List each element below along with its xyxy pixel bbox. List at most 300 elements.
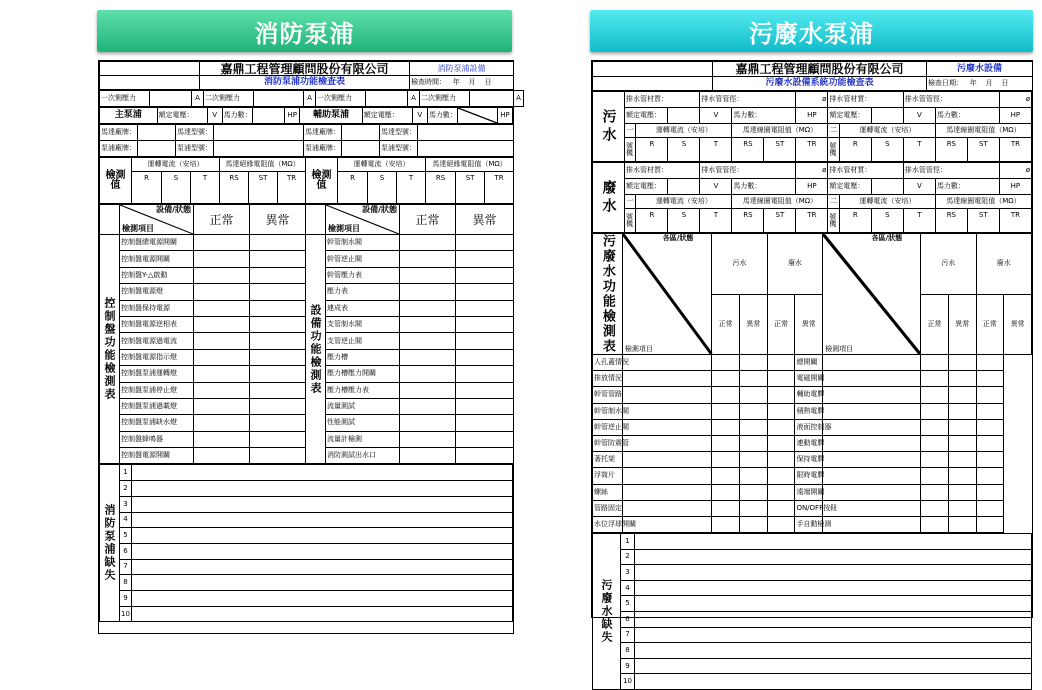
date-label: 檢查日期： [928,79,963,87]
unit-v: V [700,108,732,124]
func-check-item: 人孔蓋情況 [593,355,623,371]
check-cell [456,366,514,382]
panel-check-item: 控制盤電源過電流 [120,333,194,349]
check-cell [712,484,740,500]
defect-row-number: 6 [621,612,635,628]
check-cell [823,484,921,500]
check-cell [250,366,306,382]
sewage-header: 污水 [712,234,767,295]
unit-no-label: 號機 [625,138,636,162]
normal-header: 正常 [767,294,795,355]
check-cell [250,235,306,251]
defect-row-cell [132,528,513,544]
check-cell [400,431,456,447]
abnormal-header: 異常 [250,205,306,235]
normal-header: 正常 [921,294,949,355]
insulation-header: 馬達線圈電阻值（MΩ） [732,195,828,209]
rated-voltage-label: 額定電壓： [625,108,668,124]
drain-material-label: 排水管材質： [625,163,700,179]
check-cell [712,452,740,468]
phase-label-rs: RS [732,138,764,162]
check-cell [712,403,740,419]
insulation-header: 馬達絕緣電阻值（MΩ） [220,158,306,172]
defect-row-number: 7 [120,559,132,575]
func-check-item: 管路固定 [593,500,623,516]
unit-hp: HP [796,179,828,195]
check-cell [400,316,456,332]
check-cell [194,366,250,382]
equip-check-item: 性能測試 [326,415,400,431]
check-cell [740,435,768,451]
func-check-item: 幹管管路 [593,387,623,403]
equip-check-item: 壓力槽 [326,349,400,365]
blank [668,108,700,124]
aux-pump-label: 輔助泵浦 [300,108,363,124]
check-cell [823,387,921,403]
equip-check-item: 流量測試 [326,398,400,414]
check-cell [194,448,250,464]
waste-header: 廢水 [976,234,1031,295]
check-cell [622,500,712,516]
equip-status-header: 設備/狀態 [156,205,191,214]
phase-label-rs: RS [426,172,456,204]
fire-pump-banner-title: 消防泵浦 [254,19,355,48]
phase-label-t: T [191,172,220,204]
check-cell [948,484,976,500]
run-current-header: 運轉電流（安培） [636,195,732,209]
drain-material-label: 排水管材質： [625,92,700,108]
func-check-item: 水位浮球開關 [593,516,623,532]
unit-hp: HP [999,108,1031,124]
panel-check-item: 控制盤電源燈 [120,284,194,300]
check-cell [400,333,456,349]
check-cell [712,516,740,532]
func-check-item: 著托架 [593,452,623,468]
check-cell [767,419,795,435]
measure-label: 檢測值 [100,158,132,204]
motor-model-label: 馬達型號： [380,125,418,141]
check-cell [740,371,768,387]
defect-row-number: 2 [621,549,635,565]
phase-label-tr: TR [485,172,514,204]
equip-check-item: 幹管逆止閥 [326,251,400,267]
phase-label-tr: TR [999,138,1031,162]
phase-label-s: S [668,138,700,162]
check-cell [456,284,514,300]
run-current-header: 運轉電流（安培） [636,124,732,138]
phase-label-tr: TR [796,138,828,162]
defect-row-number: 1 [621,534,635,550]
pump-brand-label: 泵浦廠牌： [100,141,138,157]
check-cell [921,371,949,387]
drain-material-label: 排水管材質： [828,163,903,179]
unit-v: V [700,179,732,195]
check-cell [712,387,740,403]
func-check-item: 幹管制水閥 [593,403,623,419]
func-check-item: ON/OFF按鈕 [795,500,823,516]
defect-row-cell [635,549,1032,565]
check-cell [250,431,306,447]
defect-row-cell [132,496,513,512]
cell: 二次側壓力 [204,91,254,107]
check-cell [948,419,976,435]
phase-label-t: T [700,209,732,233]
panel-check-item: 控制盤電源逆相表 [120,316,194,332]
check-cell [622,403,712,419]
phase-label-rs: RS [732,209,764,233]
check-cell [740,403,768,419]
drain-material-label: 排水管材質： [828,92,903,108]
check-cell [250,448,306,464]
check-cell [456,251,514,267]
phase-label-t: T [903,209,935,233]
panel-check-item: 控制盤泵浦缺水燈 [120,415,194,431]
unit-hp: HP [497,108,512,124]
check-cell [400,366,456,382]
run-current-header: 運轉電流（安培） [132,158,220,172]
phase-label-st: ST [764,209,796,233]
equip-check-item: 消防測試出水口 [326,448,400,464]
phase-label-s: S [871,209,903,233]
motor-brand-label: 馬達廠牌： [304,125,342,141]
abnormal-header: 異常 [740,294,768,355]
defect-row-number: 3 [120,496,132,512]
defect-row-number: 3 [621,565,635,581]
defect-row-cell [132,481,513,497]
equip-check-item: 壓力槽壓力開關 [326,366,400,382]
zone-status-diag [622,234,712,355]
check-cell [712,435,740,451]
defect-row-cell [635,643,1032,659]
drain-diameter-label: 排水管管徑： [700,163,796,179]
unit-a: A [408,91,420,107]
check-cell [948,468,976,484]
unit-a: A [304,91,316,107]
check-cell [456,316,514,332]
check-cell [921,452,949,468]
check-cell [712,419,740,435]
defect-row-number: 9 [621,658,635,674]
check-cell [400,235,456,251]
check-cell [976,419,1004,435]
check-cell [194,284,250,300]
rated-voltage-label: 額定電壓： [157,108,207,124]
check-cell [194,349,250,365]
defect-row-cell [635,674,1032,690]
panel-check-item: 控制盤電源開關 [120,251,194,267]
panel-check-item: 控制盤蜂鳴器 [120,431,194,447]
check-cell [622,387,712,403]
check-cell [194,333,250,349]
check-cell [456,448,514,464]
pump-brand-label: 泵浦廠牌： [304,141,342,157]
check-cell [767,484,795,500]
blank [668,179,700,195]
equip-check-item: 連成表 [326,300,400,316]
defect-row-number: 10 [120,606,132,622]
unit-no-label: 號機 [828,138,839,162]
defect-row-number: 10 [621,674,635,690]
sewage-pump-banner [590,10,1033,52]
check-cell [921,419,949,435]
unit-a: A [514,91,524,107]
status-header-diag [326,205,400,235]
check-cell [250,251,306,267]
check-cell [400,382,456,398]
check-cell [921,500,949,516]
company-name: 嘉鼎工程管理顧問股份有限公司 [713,62,927,77]
check-cell [456,382,514,398]
check-cell [712,468,740,484]
equip-check-item: 壓力表 [326,284,400,300]
power-label: 馬力數： [935,108,999,124]
normal-header: 正常 [712,294,740,355]
unit-v: V [207,108,222,124]
defect-row-cell [132,543,513,559]
check-cell [194,431,250,447]
check-cell [622,452,712,468]
func-check-item: 浮筒片 [593,468,623,484]
func-check-item: 螺絲 [593,484,623,500]
check-cell [456,415,514,431]
check-cell [250,415,306,431]
day-label: 日 [1001,79,1009,87]
insulation-header: 馬達線圈電阻值（MΩ） [935,195,1031,209]
check-cell [194,251,250,267]
waste-section-label: 廢水 [593,163,625,233]
run-current-header: 運轉電流（安培） [839,124,935,138]
check-cell [976,371,1004,387]
defect-row-number: 8 [120,575,132,591]
insulation-header: 馬達線圈電阻值（MΩ） [935,124,1031,138]
panel-check-item: 控制盤泵浦運轉燈 [120,366,194,382]
check-cell [400,267,456,283]
panel-section-label: 控制盤功能檢測表 [100,235,120,464]
day-label: 日 [484,78,492,86]
defect-row-cell [635,596,1032,612]
cell: 二次側壓力 [420,91,470,107]
unit-number: 二 [828,124,839,138]
check-cell [976,355,1004,371]
check-cell [740,516,768,532]
check-cell [921,484,949,500]
check-cell [948,355,976,371]
check-cell [767,516,795,532]
defect-row-cell [635,627,1032,643]
func-check-item: 輔助電驛 [795,387,823,403]
func-check-item: 連動電驛 [795,435,823,451]
check-cell [948,516,976,532]
unit-hp: HP [999,179,1031,195]
unit-a: A [192,91,204,107]
check-cell [976,403,1004,419]
power-label: 馬力數： [427,108,457,124]
check-cell [456,398,514,414]
check-cell [921,387,949,403]
check-cell [740,355,768,371]
func-check-item: 電磁開關 [795,371,823,387]
panel-check-item: 控制盤總電源開關 [120,235,194,251]
run-current-header: 運轉電流（安培） [338,158,426,172]
defect-row-cell [132,512,513,528]
measure-label: 檢測值 [306,158,338,204]
defect-row-cell [132,575,513,591]
check-item-header: 檢測項目 [624,345,653,353]
check-cell [976,452,1004,468]
check-cell [921,435,949,451]
abnormal-header: 異常 [795,294,823,355]
phase-label-rs: RS [935,138,967,162]
check-cell [400,415,456,431]
func-check-item: 幹管防震管 [593,435,623,451]
check-cell [250,300,306,316]
check-cell [400,284,456,300]
func-check-item: 幹管逆止閥 [593,419,623,435]
check-cell [948,403,976,419]
sewage-pump-banner-title: 污廢水泵浦 [749,19,874,48]
check-cell [456,300,514,316]
phase-label-t: T [397,172,426,204]
phase-label-rs: RS [220,172,249,204]
check-cell [400,251,456,267]
blank [871,179,903,195]
phase-label-st: ST [967,209,999,233]
pump-model-label: 泵浦型號： [380,141,418,157]
func-check-item: 總開關 [795,355,823,371]
phase-label-s: S [668,209,700,233]
power-label: 馬力數： [732,108,796,124]
check-cell [976,484,1004,500]
check-cell [767,468,795,484]
check-cell [250,382,306,398]
defect-row-number: 8 [621,643,635,659]
check-cell [921,355,949,371]
check-cell [740,500,768,516]
check-cell [250,267,306,283]
check-cell [622,371,712,387]
check-cell [194,398,250,414]
defect-row-cell [132,465,513,481]
abnormal-header: 異常 [948,294,976,355]
run-current-header: 運轉電流（安培） [839,195,935,209]
drain-diameter-label: 排水管管徑： [700,92,796,108]
year-label: 年 [969,79,977,87]
equip-check-item: 流量計檢測 [326,431,400,447]
check-cell [767,403,795,419]
defect-row-number: 4 [120,512,132,528]
check-cell [194,316,250,332]
equip-check-item: 幹管壓力表 [326,267,400,283]
defect-row-cell [635,612,1032,628]
check-cell [194,415,250,431]
month-label: 月 [468,78,476,86]
check-cell [823,500,921,516]
check-cell [976,500,1004,516]
check-cell [767,435,795,451]
defect-row-number: 7 [621,627,635,643]
phase-label-t: T [903,138,935,162]
form-corner-label: 消防泵浦設備 [410,62,514,76]
check-cell [823,435,921,451]
zone-status-diag [823,234,921,355]
check-cell [823,468,921,484]
check-cell [622,484,712,500]
panel-check-item: 控制盤保持電源 [120,300,194,316]
equip-check-item: 壓力槽壓力表 [326,382,400,398]
check-cell [823,371,921,387]
status-header-diag [120,205,194,235]
check-cell [823,419,921,435]
phase-label-r: R [636,138,668,162]
phase-label-st: ST [249,172,278,204]
defect-row-number: 2 [120,481,132,497]
drain-diameter-label: 排水管管徑： [903,163,999,179]
defect-row-cell [132,559,513,575]
phase-label-st: ST [456,172,485,204]
check-cell [948,435,976,451]
check-cell [400,300,456,316]
check-cell [400,349,456,365]
unit-v: V [412,108,427,124]
panel-check-item: 控制盤電源開關 [120,448,194,464]
check-cell [976,387,1004,403]
defect-row-cell [132,590,513,606]
insulation-header: 馬達線圈電阻值（MΩ） [732,124,828,138]
check-cell [456,333,514,349]
defect-row-cell [132,606,513,622]
sewage-pump-form [591,60,1033,686]
defect-row-number: 4 [621,580,635,596]
func-check-item: 液面控制器 [795,419,823,435]
check-cell [400,398,456,414]
check-cell [948,452,976,468]
defect-row-cell [635,565,1032,581]
unit-no-label: 號機 [625,209,636,233]
check-cell [456,431,514,447]
check-cell [250,284,306,300]
cell: 一次側壓力 [316,91,366,107]
equip-check-item: 支管制水閥 [326,316,400,332]
equip-check-item: 支管逆止閥 [326,333,400,349]
phase-label-r: R [839,209,871,233]
phase-label-r: R [338,172,368,204]
check-cell [948,387,976,403]
check-cell [250,333,306,349]
water-section-label: 污水 [593,92,625,162]
func-check-item: 排放情況 [593,371,623,387]
cell: 一次側壓力 [100,91,150,107]
check-cell [740,387,768,403]
phase-label-tr: TR [999,209,1031,233]
unit-v: V [903,108,935,124]
check-cell [976,516,1004,532]
unit-number: 一 [625,124,636,138]
panel-check-item: 控制盤Y-△啟動 [120,267,194,283]
check-cell [921,403,949,419]
unit-no-label: 號機 [828,209,839,233]
check-cell [740,452,768,468]
power-label: 馬力數： [935,179,999,195]
func-check-item: 保持電驛 [795,452,823,468]
form-title: 消防泵浦功能檢查表 [200,76,410,90]
slash-cell [457,108,497,124]
rated-voltage-label: 額定電壓： [362,108,412,124]
normal-header: 正常 [976,294,1004,355]
func-check-item: 限時電驛 [795,468,823,484]
check-item-header: 檢測項目 [122,224,154,233]
phase-label-s: S [162,172,191,204]
panel-check-item: 控制盤泵浦過載燈 [120,398,194,414]
